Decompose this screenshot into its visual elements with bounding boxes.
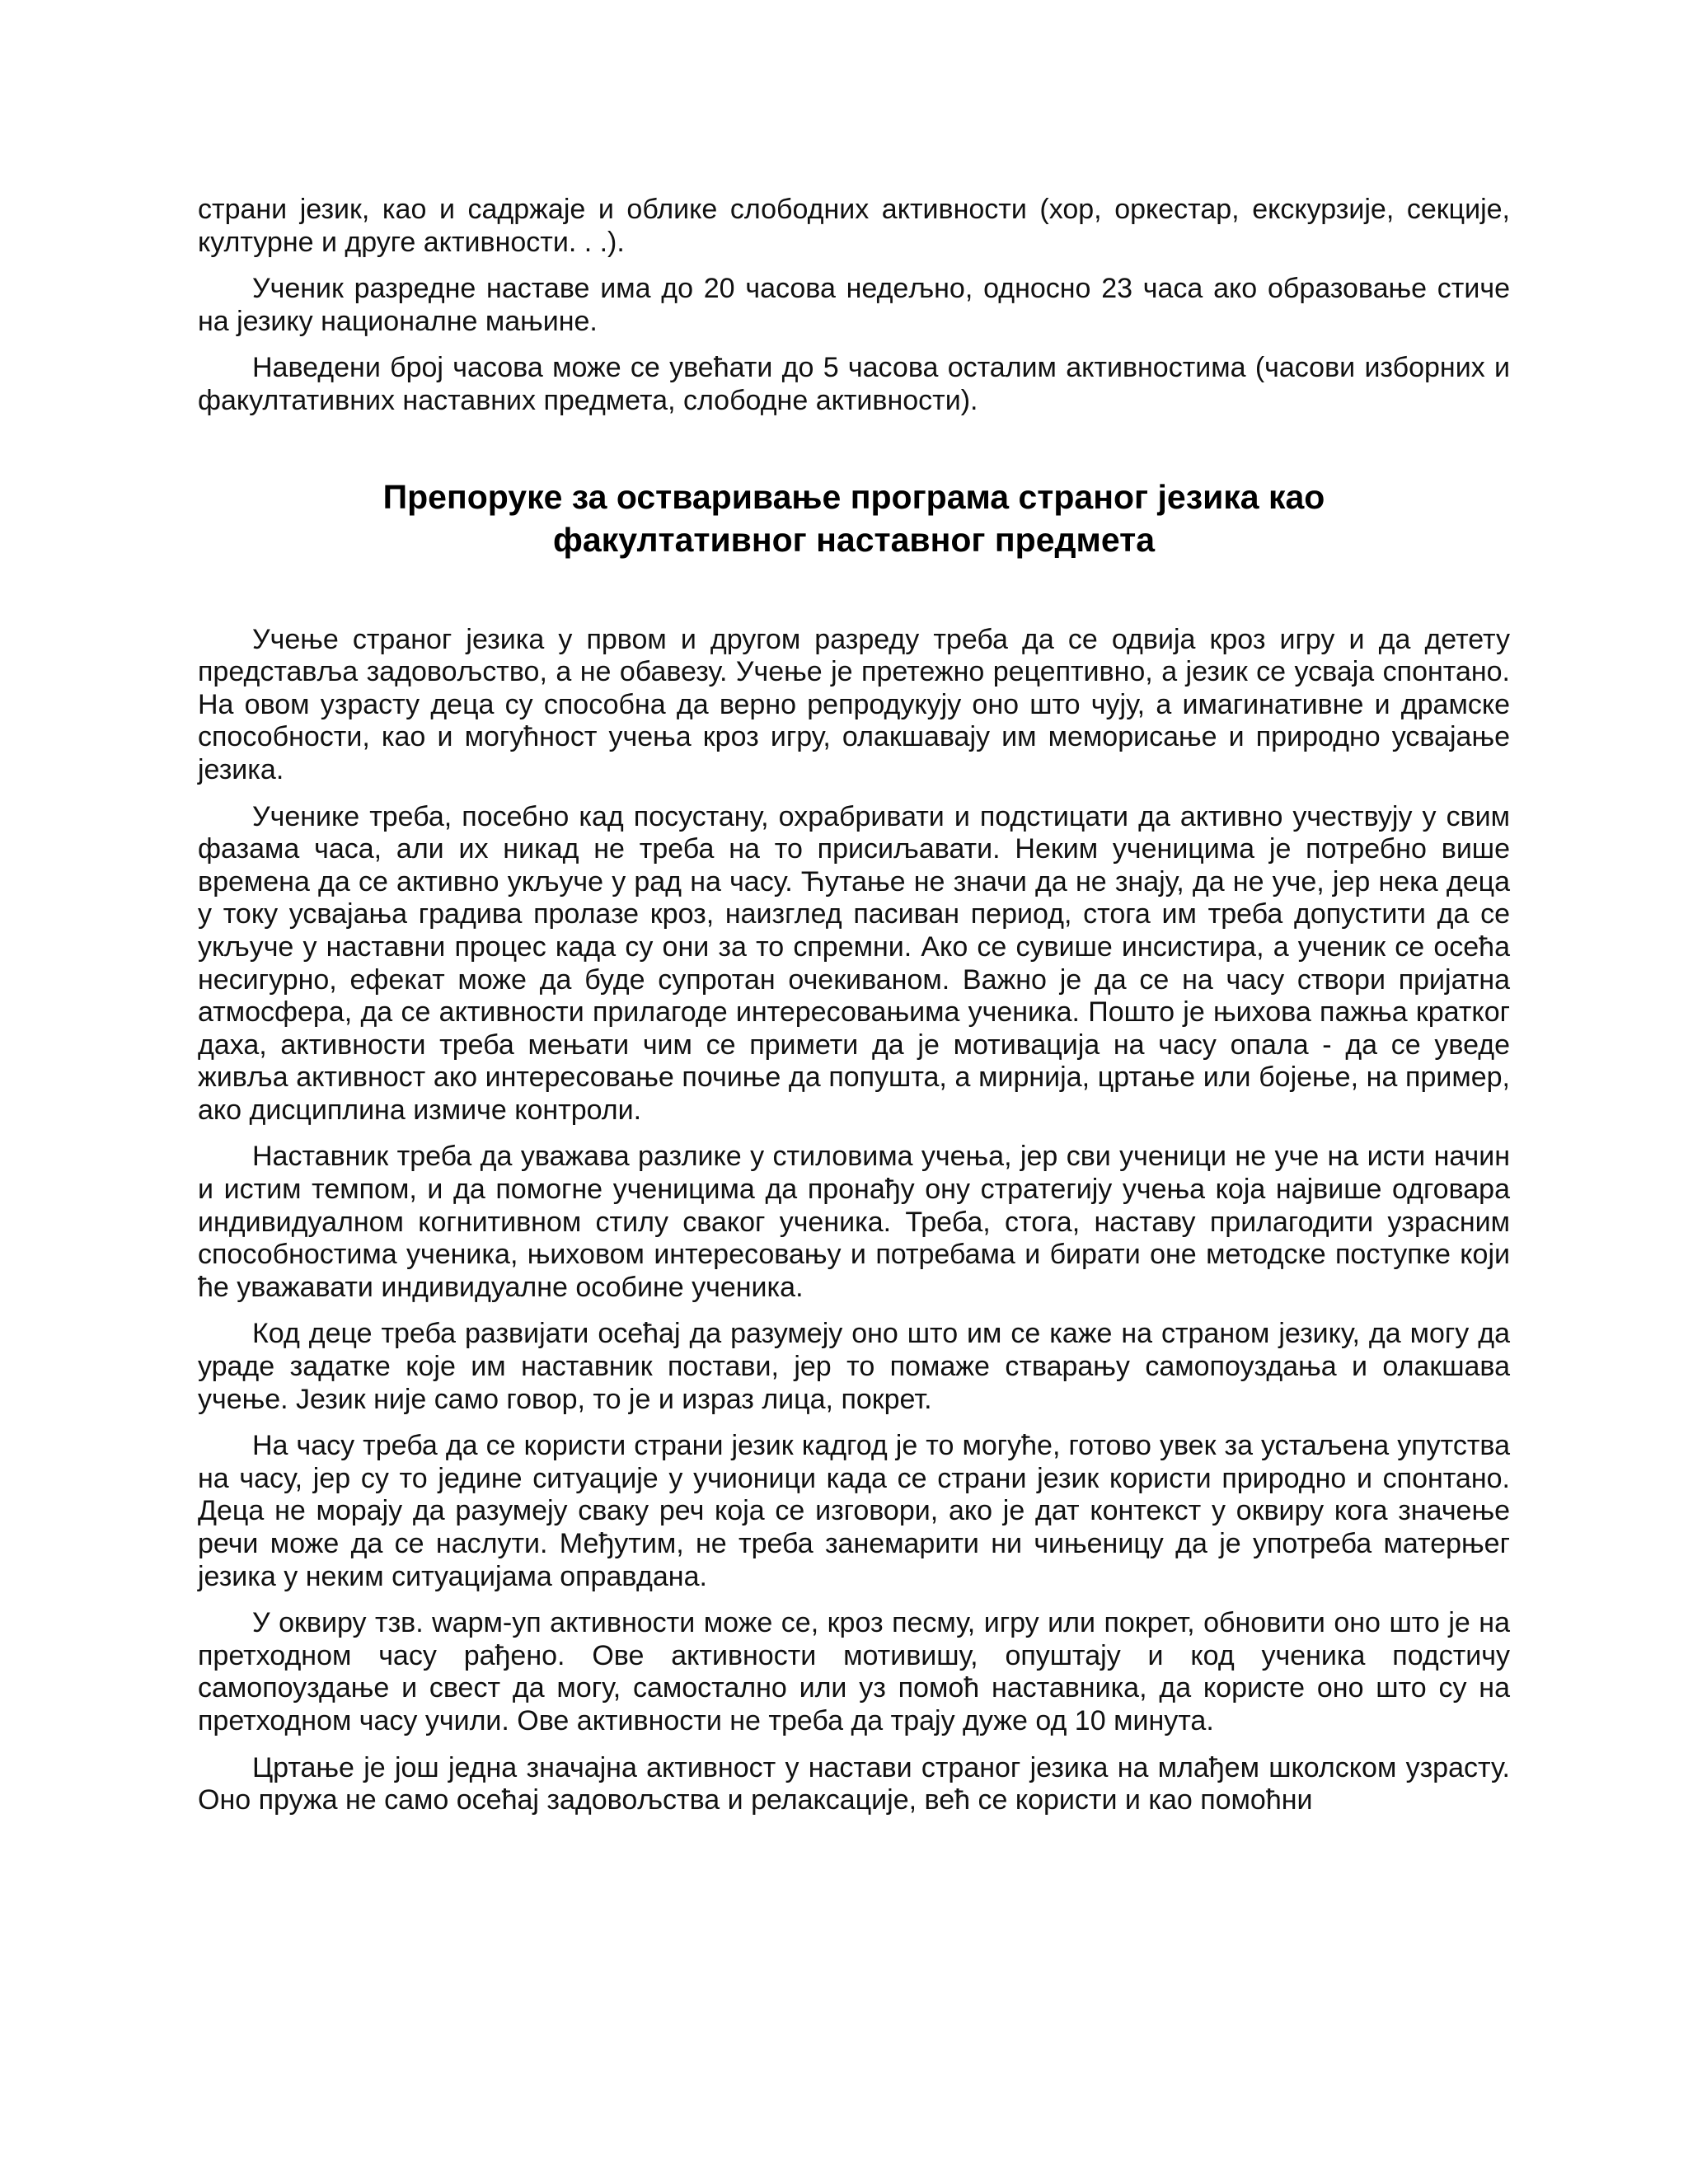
paragraph-foreign-language-use: На часу треба да се користи страни језик кадгод је то могуће, готово увек за устаљена упутства на часу, јер су то једине ситуације у учионици када се страни језик користи природно и спонтано. Деца не морају да разумеју сваку реч која се изговори, ако је дат контекст у оквиру кога значење речи може да се наслути. Међутим, не треба занемарити ни чињеницу да је употреба матерњег језика у неким ситуацијама оправдана.	[198, 1430, 1510, 1592]
paragraph-continuation: страни језик, као и садржаје и облике слободних активности (хор, оркестар, екскурзије, секције, културне и друге активности. . .).	[198, 194, 1510, 258]
paragraph-extra-hours: Наведени број часова може се увећати до 5 часова осталим активностима (часови изборних и факултативних наставних предмета, слободне активности).	[198, 352, 1510, 416]
document-page	[198, 194, 1510, 1831]
paragraph-weekly-hours: Ученик разредне наставе има до 20 часова недељно, односно 23 часа ако образовање стиче на језику националне мањине.	[198, 273, 1510, 337]
section-heading-line-2: факултативног наставног предмета	[553, 520, 1155, 559]
paragraph-understanding: Код деце треба развијати осећај да разумеју оно што им се каже на страном језику, да могу да ураде задатке које им наставник постави, јер то помаже стварању самопоуздања и олакшава учење. Језик није само говор, то је и израз лица, покрет.	[198, 1318, 1510, 1415]
paragraph-encouragement: Ученике треба, посебно кад посустану, охрабривати и подстицати да активно учествују у свим фазама часа, али их никад не треба на то присиљавати. Неким ученицима је потребно више времена да се активно укључе у рад на часу. Ћутање не значи да не знају, да не уче, јер нека деца у току усвајања градива пролазе кроз, наизглед пасиван период, стога им треба допустити да се укључе у наставни процес када су они за то спремни. Ако се сувише инсистира, а ученик се осећа несигурно, ефекат може да буде супротан очекиваном. Важно је да се на часу створи пријатна атмосфера, да се активности прилагоде интересовањима ученика. Пошто је њихова пажња кратког даха, активности треба мењати чим се примети да је мотивација на часу опала - да се уведе живља активност ако интересовање почиње да попушта, а мирнија, цртање или бојење, на пример, ако дисциплина измиче контроли.	[198, 800, 1510, 1126]
paragraph-learning-through-play: Учење страног језика у првом и другом разреду треба да се одвија кроз игру и да детету представља задовољство, а не обавезу. Учење је претежно рецептивно, а језик се усваја спонтано. На овом узрасту деца су способна да верно репродукују оно што чују, а имагинативне и драмске способности, као и могућност учења кроз игру, олакшавају им меморисање и природно усвајање језика.	[198, 623, 1510, 785]
paragraph-learning-styles: Наставник треба да уважава разлике у стиловима учења, јер сви ученици не уче на исти начин и истим темпом, и да помогне ученицима да пронађу ону стратегију учења која највише одговара индивидуалном когнитивном стилу сваког ученика. Треба, стога, наставу прилагодити узрасним способностима ученика, њиховом интересовању и потребама и бирати оне методске поступке који ће уважавати индивидуалне особине ученика.	[198, 1141, 1510, 1303]
paragraph-drawing: Цртање је још једна значајна активност у настави страног језика на млађем школском узрасту. Оно пружа не само осећај задовољства и релаксације, већ се користи и као помоћни	[198, 1751, 1510, 1816]
section-heading-line-1: Препоруке за остваривање програма страног језика као	[382, 477, 1325, 516]
paragraph-warm-up: У оквиру тзв. wарм-уп активности може се, кроз песму, игру или покрет, обновити оно што је на претходном часу рађено. Ове активности мотивишу, опуштају и код ученика подстичу самопоуздање и свест да могу, самостално или уз помоћ наставника, да користе оно што су на претходном часу учили. Ове активности не треба да трају дуже од 10 минута.	[198, 1607, 1510, 1736]
section-heading	[198, 476, 1510, 561]
